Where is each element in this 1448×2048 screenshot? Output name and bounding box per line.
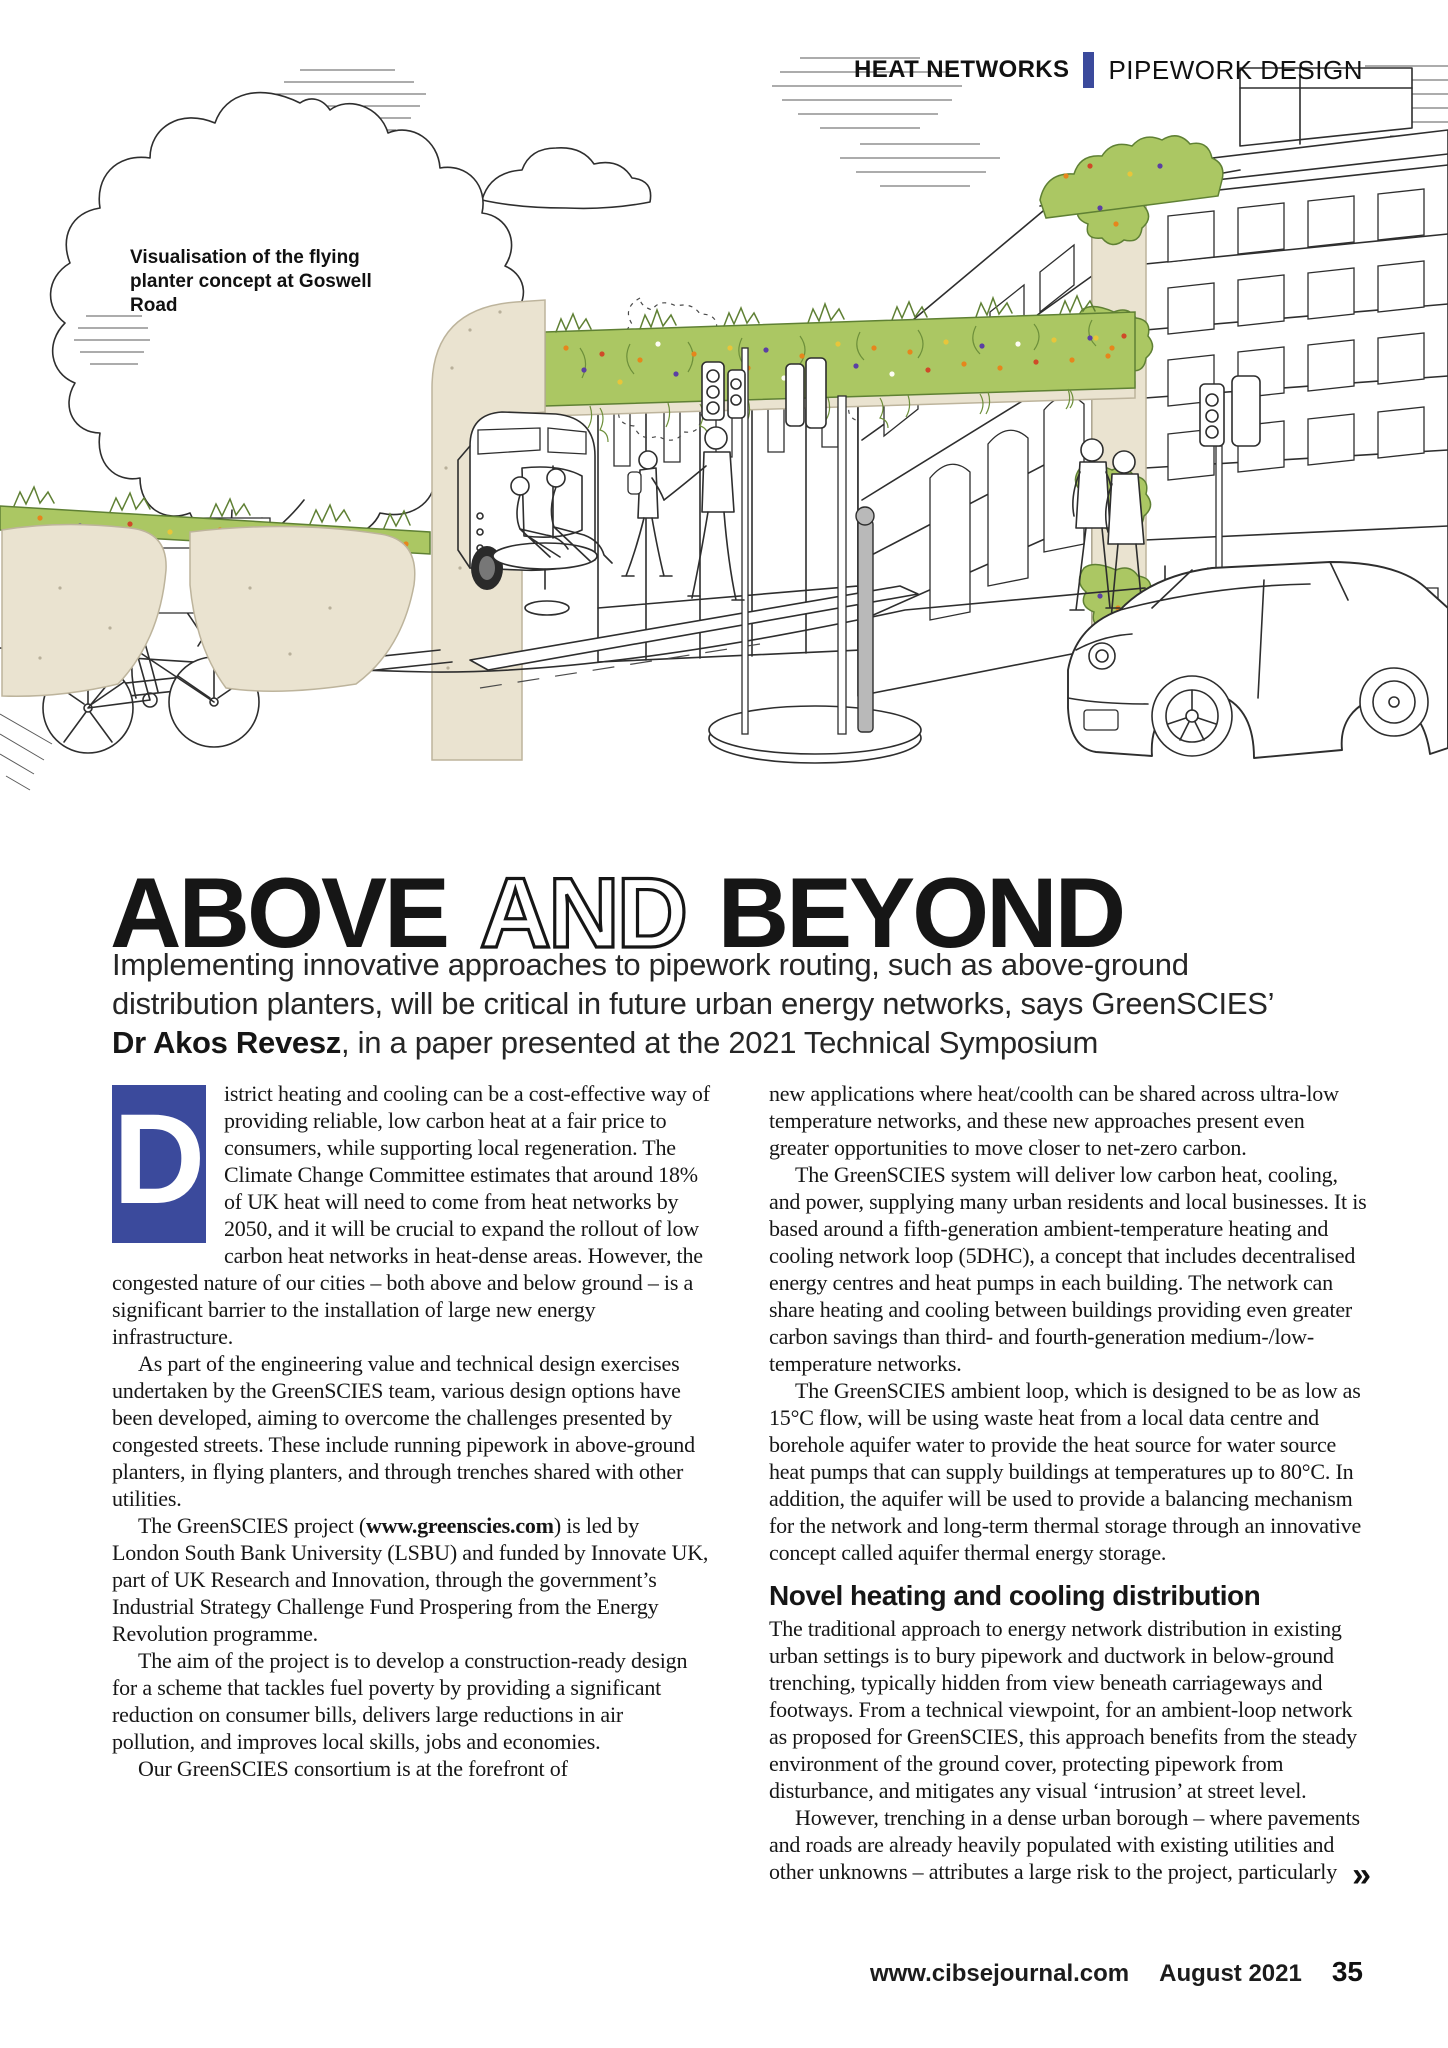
greenscies-url: www.greenscies.com <box>365 1513 554 1538</box>
paragraph: The aim of the project is to develop a construction-ready design for a scheme that tackles fuel poverty by providing a significant reduction on consumer bills, delivers large reductions in air pollution, and improves local skills, jobs and economies. <box>112 1648 688 1754</box>
paragraph: The GreenSCIES ambient loop, which is designed to be as low as 15°C flow, will be using waste heat from a local data centre and borehole aquifer water to provide the heat source for water source heat pumps that can supply buildings at temperatures up to 80°C. In addition, the aquifer will be used to provide a balancing mechanism for the network and long-term thermal storage through an innovative concept called aquifer thermal energy storage. <box>769 1378 1362 1565</box>
paragraph: istrict heating and cooling can be a cost-effective way of providing reliable, low carbon heat at a fair price to consumers, while supporting local regeneration. The Climate Change Committee estimates that around 18% of UK heat will need to come from heat networks by 2050, and it will be crucial to expand the rollout of low carbon heat networks in heat-dense areas. However, the congested nature of our cities – both above and below ground – is a significant barrier to the installation of large new energy infrastructure. <box>112 1081 710 1349</box>
paragraph-text: The GreenSCIES project ( <box>138 1513 366 1538</box>
paragraph: As part of the engineering value and technical design exercises undertaken by the GreenSCIES team, various design options have been developed, aiming to overcome the challenges presented by congested streets. These include running pipework in above-ground planters, in flying planters, and through trenches shared with other utilities. <box>112 1351 695 1511</box>
standfirst-author: Dr Akos Revesz <box>112 1025 341 1060</box>
paragraph: Our GreenSCIES consortium is at the forefront of <box>138 1756 568 1781</box>
drop-cap-letter: D <box>112 1088 206 1231</box>
title-word-above: ABOVE <box>110 857 448 969</box>
paragraph: The traditional approach to energy network distribution in existing urban settings is to bury pipework and ductwork in below-ground trenching, typically hidden from view beneath carriageways and footways. From a technical viewpoint, for an ambient-loop network as proposed for GreenSCIES, this approach benefits from the steady environment of the ground cover, protecting pipework from disturbance, and mitigates any visual ‘intrusion’ at street level. <box>769 1616 1357 1803</box>
title-word-and: AND <box>479 857 686 969</box>
street-illustration <box>0 48 1448 796</box>
paragraph-text: However, trenching in a dense urban borough – where pavements and roads are already heavily populated with existing utilities and other unknowns – attributes a large risk to the project, particularly <box>769 1805 1360 1884</box>
article-body <box>112 1080 1368 1894</box>
paragraph: new applications where heat/coolth can be shared across ultra-low temperature networks, and these new approaches present even greater opportunities to move closer to net-zero carbon. <box>769 1081 1339 1160</box>
section-subhead: Novel heating and cooling distribution <box>769 1580 1261 1611</box>
kicker-topic: PIPEWORK DESIGN <box>1108 54 1363 85</box>
page-kicker <box>854 52 1363 88</box>
footer-site: www.cibsejournal.com <box>869 1960 1130 1987</box>
paragraph: The GreenSCIES system will deliver low carbon heat, cooling, and power, supplying many urban residents and local businesses. It is based around a fifth-generation ambient-temperature heating and cooling network loop (5DHC), a concept that includes decentralised energy centres and heat pumps in each building. The network can share heating and cooling between buildings providing even greater carbon savings than third- and fourth-generation medium-/low-temperature networks. <box>769 1162 1367 1376</box>
drop-cap <box>112 1085 206 1243</box>
footer-issue: August 2021 <box>1159 1960 1302 1987</box>
standfirst <box>112 945 1302 1062</box>
street-scene-drawing <box>0 48 1448 796</box>
paragraph <box>769 1804 1368 1894</box>
left-column <box>112 1080 711 1885</box>
paragraph <box>112 1512 711 1647</box>
kicker-divider-bar <box>1083 52 1094 88</box>
paragraph-text: ) is led by London South Bank University (LSBU) and funded by Innovate UK, part of UK Research and Innovation, through the government’s Industrial Strategy Challenge Fund Prospering from the Energy Revolution programme. <box>112 1513 709 1646</box>
illustration-caption: Visualisation of the flying planter concept at Goswell Road <box>130 247 372 316</box>
continued-chevron-icon: » <box>1352 1856 1368 1894</box>
kicker-section: HEAT NETWORKS <box>854 56 1070 83</box>
footer-page-number: 35 <box>1331 1956 1363 1987</box>
standfirst-lead: Implementing innovative approaches to pipework routing, such as above-ground distribution planters, will be critical in future urban energy networks, says GreenSCIES’ <box>112 947 1274 1021</box>
title-word-beyond: BEYOND <box>717 857 1124 969</box>
page-footer <box>870 1956 1363 1988</box>
right-column <box>769 1080 1368 1894</box>
standfirst-tail: , in a paper presented at the 2021 Technical Symposium <box>340 1025 1098 1060</box>
